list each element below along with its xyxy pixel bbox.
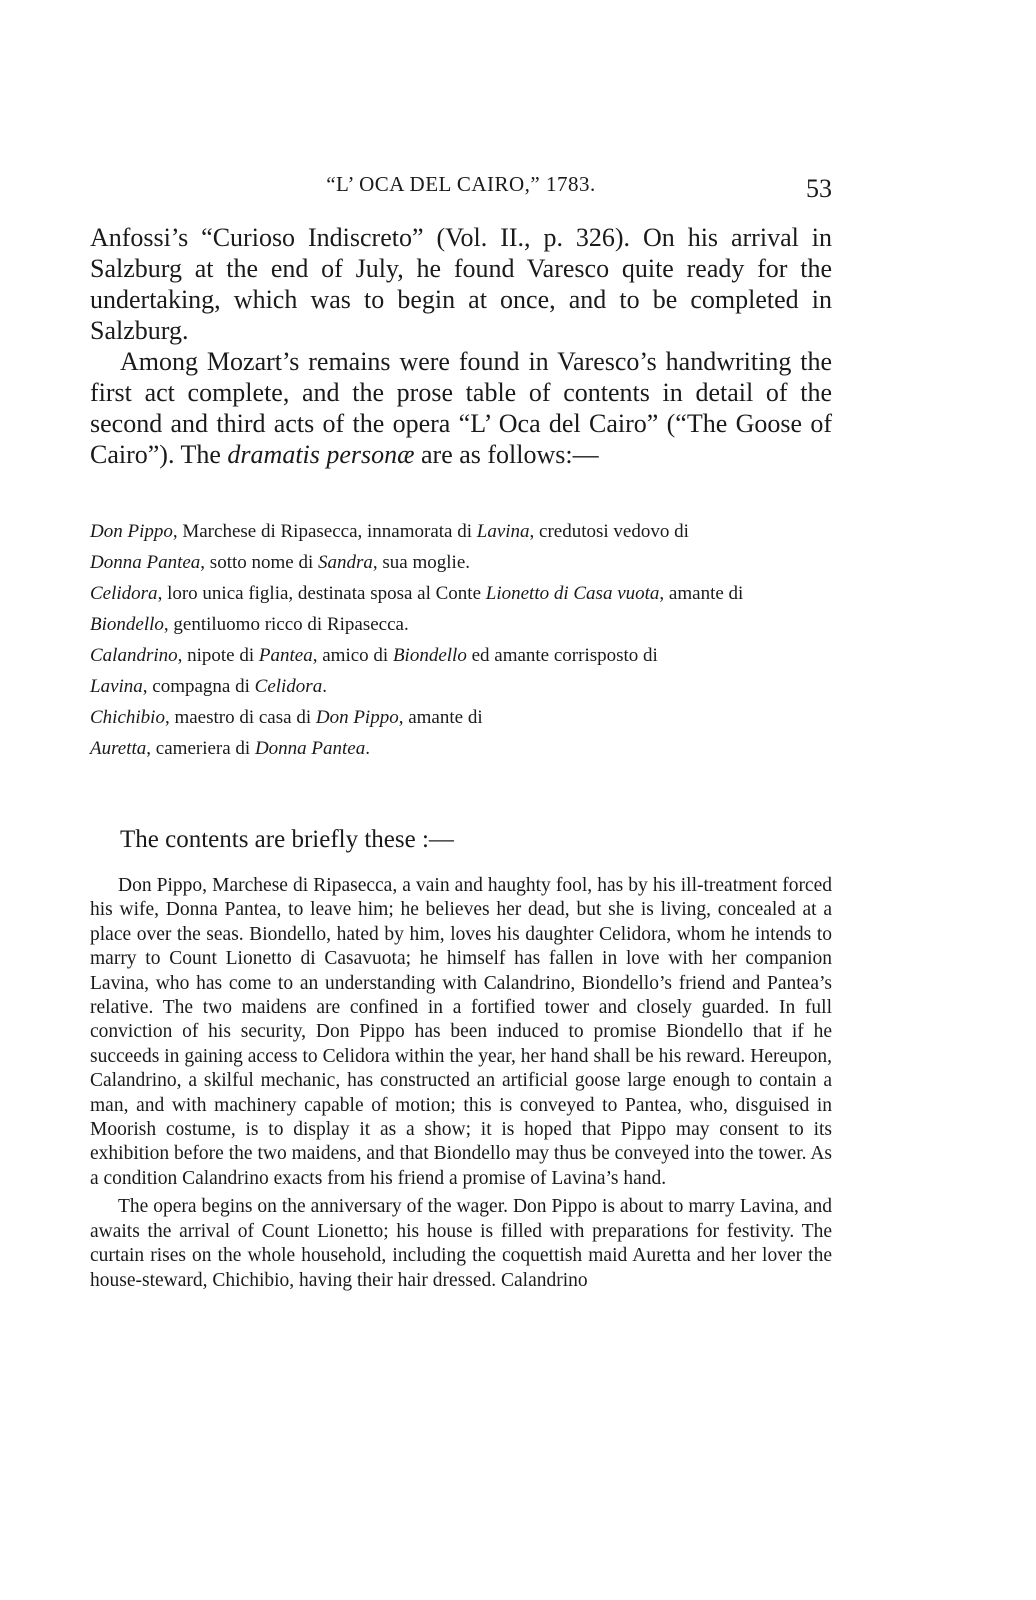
paragraph-2-part-b: are as follows:—	[414, 440, 599, 469]
person-entry: Biondello, gentiluomo ricco di Ripasecca.	[90, 614, 409, 635]
page-number: 53	[806, 174, 832, 203]
plot-summary	[90, 874, 832, 1297]
main-text	[90, 222, 832, 470]
paragraph-1: Anfossi’s “Curioso Indiscreto” (Vol. II., p. 326). On his arrival in Salzburg at the end of July, he found Varesco quite ready for the undertaking, which was to begin at once, and to be completed in Salzburg.	[90, 223, 832, 345]
paragraph-2-italic: dramatis personæ	[227, 440, 415, 469]
paragraph-2-part-a: Among Mozart’s remains were found in Varesco’s handwriting the first act complete, and the prose table of contents in detail of the second and third acts of the opera “L’ Oca del Cairo” (“The Goose of Cairo”). The	[90, 347, 832, 469]
running-title: “L’ OCA DEL CAIRO,” 1783.	[326, 172, 596, 196]
person-entry: Don Pippo, Marchese di Ripasecca, innamorata di Lavina, credutosi vedovo di	[90, 521, 689, 542]
summary-paragraph-1: Don Pippo, Marchese di Ripasecca, a vain and haughty fool, has by his ill-treatment forced his wife, Donna Pantea, to leave him; he believes her dead, but she is living, concealed at a place over the seas. Biondello, hated by him, loves his daughter Celidora, whom he intends to marry to Count Lionetto di Casavuota; he himself has fallen in love with her companion Lavina, who has come to an understanding with Calandrino, Biondello’s friend and Pantea’s relative. The two maidens are confined in a fortified tower and closely guarded. In full conviction of his security, Don Pippo has been induced to promise Biondello that if he succeeds in gaining access to Celidora within the year, her hand shall be his reward. Hereupon, Calandrino, a skilful mechanic, has constructed an artificial goose large enough to contain a man, and with machinery capable of motion; this is conveyed to Pantea, who, disguised in Moorish costume, is to display it as a show; it is hoped that Pippo may consent to its exhibition before the two maidens, and that Biondello may thus be conveyed into the tower. As a condition Calandrino exacts from his friend a promise of Lavina’s hand.	[90, 875, 832, 1189]
page-header	[90, 172, 832, 208]
dramatis-personae-list	[90, 519, 832, 767]
paragraph-2	[90, 346, 832, 470]
person-entry: Donna Pantea, sotto nome di Sandra, sua moglie.	[90, 552, 471, 573]
contents-heading: The contents are briefly these :—	[120, 826, 454, 853]
person-entry: Auretta, cameriera di Donna Pantea.	[90, 738, 370, 759]
person-entry: Calandrino, nipote di Pantea, amico di Biondello ed amante corrisposto di	[90, 645, 658, 666]
person-entry: Chichibio, maestro di casa di Don Pippo, amante di	[90, 707, 483, 728]
summary-paragraph-2: The opera begins on the anniversary of the wager. Don Pippo is about to marry Lavina, and awaits the arrival of Count Lionetto; his house is filled with preparations for festivity. The curtain rises on the whole household, including the coquettish maid Auretta and her lover the house-steward, Chichibio, having their hair dressed. Calandrino	[90, 1196, 832, 1291]
person-entry: Celidora, loro unica figlia, destinata sposa al Conte Lionetto di Casa vuota, amante di	[90, 583, 744, 604]
person-entry: Lavina, compagna di Celidora.	[90, 676, 327, 697]
